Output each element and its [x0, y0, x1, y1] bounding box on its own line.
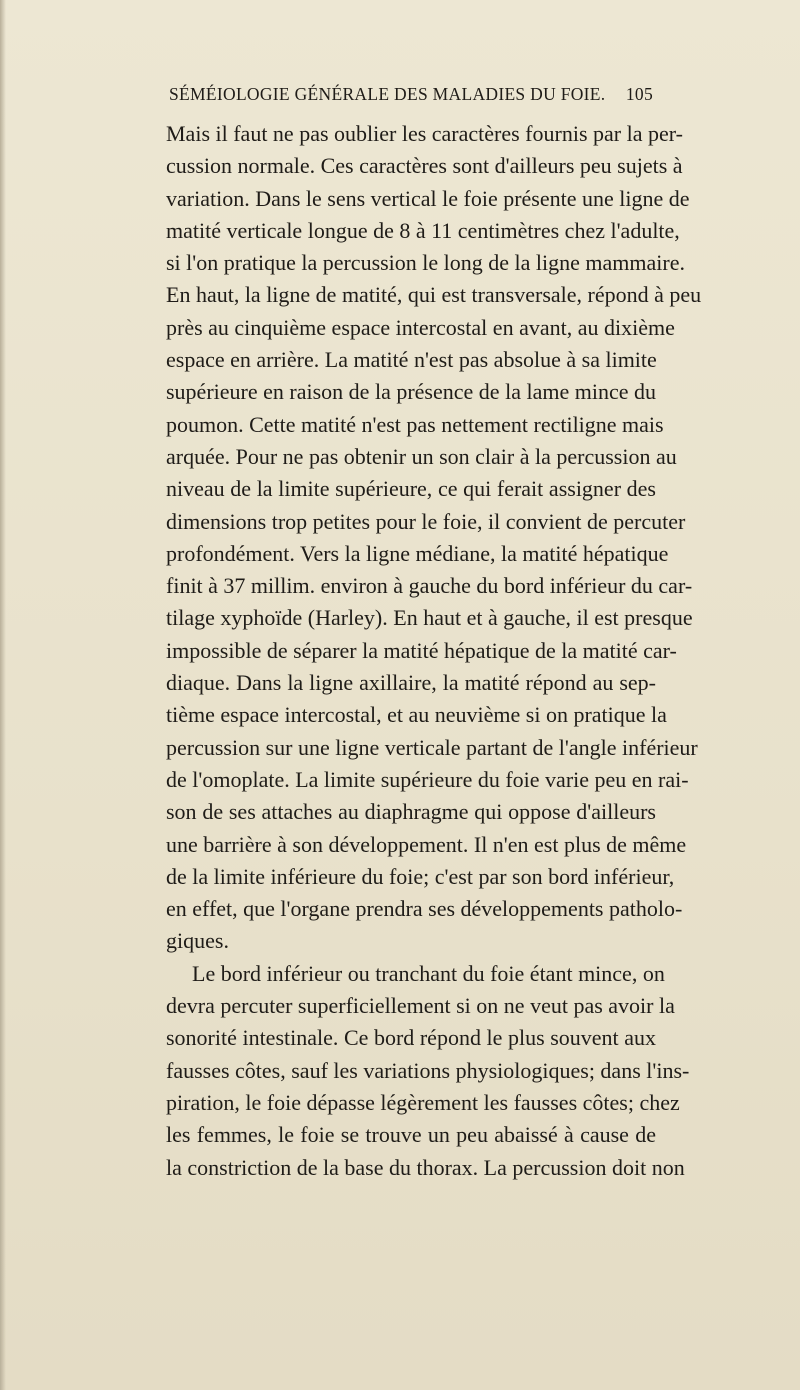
text-line: tilage xyphoïde (Harley). En haut et à gauche, il est presque: [166, 605, 693, 631]
text-line: dimensions trop petites pour le foie, il convient de percuter: [166, 508, 686, 534]
text-line: niveau de la limite supérieure, ce qui ferait assigner des: [166, 476, 656, 502]
text-line: profondément. Vers la ligne médiane, la matité hépatique: [166, 540, 669, 566]
text-line: diaque. Dans la ligne axillaire, la matité répond au sep-: [166, 670, 656, 696]
text-line: en effet, que l'organe prendra ses développements patholo-: [166, 896, 683, 922]
text-line: espace en arrière. La matité n'est pas absolue à sa limite: [166, 347, 657, 373]
text-line: arquée. Pour ne pas obtenir un son clair à la percussion au: [166, 443, 677, 469]
page-number: 105: [625, 84, 653, 104]
text-line: une barrière à son développement. Il n'en est plus de même: [166, 831, 687, 857]
text-line: percussion sur une ligne verticale partant de l'angle inférieur: [166, 734, 698, 760]
text-line: fausses côtes, sauf les variations physiologiques; dans l'ins-: [166, 1057, 690, 1083]
paragraph-start-line: Le bord inférieur ou tranchant du foie étant mince, on: [192, 960, 665, 986]
text-line: la constriction de la base du thorax. La percussion doit non: [166, 1154, 685, 1180]
text-line: son de ses attaches au diaphragme qui oppose d'ailleurs: [166, 799, 656, 825]
text-line: En haut, la ligne de matité, qui est transversale, répond à peu: [166, 282, 702, 308]
text-line: piration, le foie dépasse légèrement les fausses côtes; chez: [166, 1089, 680, 1115]
body-text: [166, 118, 702, 1184]
running-header: [169, 84, 653, 110]
text-line: de la limite inférieure du foie; c'est par son bord inférieur,: [166, 863, 675, 889]
text-line: matité verticale longue de 8 à 11 centimètres chez l'adulte,: [166, 217, 680, 243]
text-line: devra percuter superficiellement si on ne veut pas avoir la: [166, 993, 675, 1019]
text-line: supérieure en raison de la présence de la lame mince du: [166, 379, 656, 405]
text-line: variation. Dans le sens vertical le foie présente une ligne de: [166, 185, 690, 211]
text-line: Mais il faut ne pas oublier les caractères fournis par la per-: [166, 121, 683, 146]
page-gutter-shadow: [0, 0, 6, 1390]
text-line: si l'on pratique la percussion le long de la ligne mammaire.: [166, 250, 685, 276]
text-line: sonorité intestinale. Ce bord répond le plus souvent aux: [166, 1025, 656, 1051]
text-line: les femmes, le foie se trouve un peu abaissé à cause de: [166, 1122, 656, 1148]
text-line: finit à 37 millim. environ à gauche du bord inférieur du car-: [166, 573, 693, 599]
text-line: tième espace intercostal, et au neuvième si on pratique la: [166, 702, 667, 728]
paragraph-end-line: giques.: [166, 928, 229, 954]
text-line: cussion normale. Ces caractères sont d'ailleurs peu sujets à: [166, 153, 683, 179]
running-title: SÉMÉIOLOGIE GÉNÉRALE DES MALADIES DU FOIE.: [169, 84, 606, 104]
text-line: près au cinquième espace intercostal en avant, au dixième: [166, 314, 675, 340]
text-line: de l'omoplate. La limite supérieure du foie varie peu en rai-: [166, 766, 689, 792]
text-line: poumon. Cette matité n'est pas nettement rectiligne mais: [166, 411, 664, 437]
text-line: impossible de séparer la matité hépatique de la matité car-: [166, 637, 677, 663]
